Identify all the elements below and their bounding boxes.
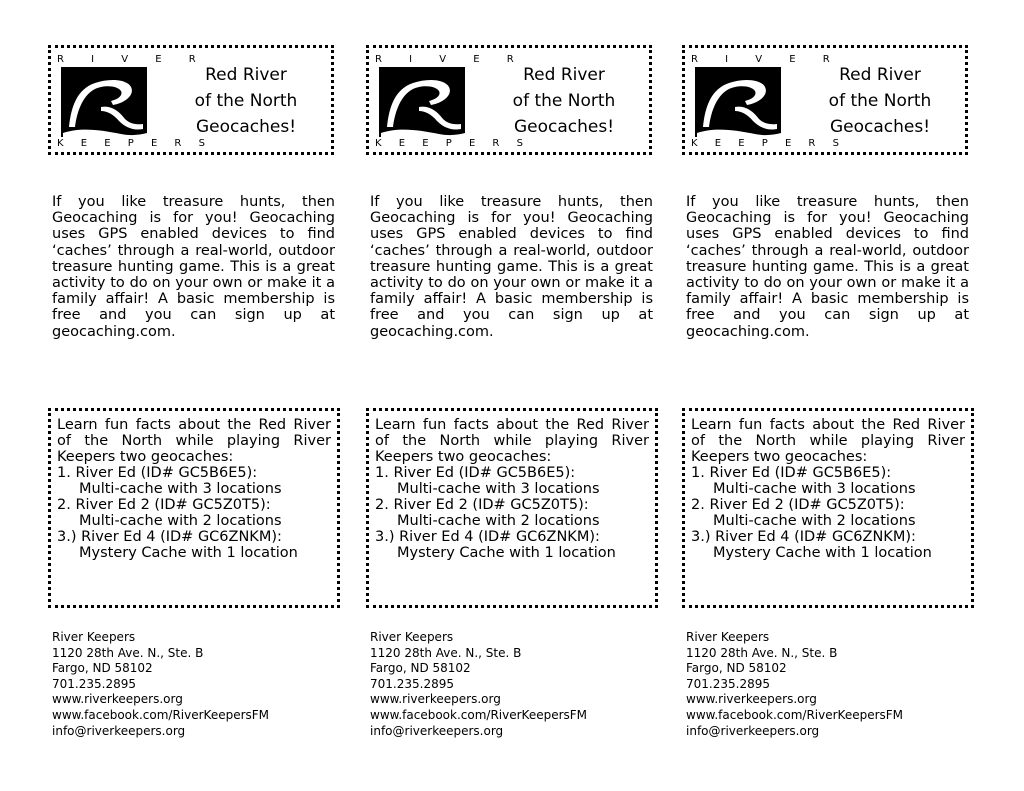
fact-description: Multi-cache with 3 locations xyxy=(713,481,916,497)
header-title-line: Red River xyxy=(523,65,605,85)
fact-description: Multi-cache with 3 locations xyxy=(397,481,600,497)
contact-website: www.riverkeepers.org xyxy=(370,692,501,707)
logo-top-text: R I V E R xyxy=(375,54,526,65)
river-r-logo-icon xyxy=(695,67,781,137)
card-3 xyxy=(682,0,982,791)
fact-description: Mystery Cache with 1 location xyxy=(713,545,932,561)
river-r-logo-icon xyxy=(379,67,465,137)
facts-box xyxy=(48,408,340,608)
fact-title: 3.) River Ed 4 (ID# GC6ZNKM): xyxy=(57,529,282,545)
fact-description: Multi-cache with 2 locations xyxy=(397,513,600,529)
intro-paragraph: If you like treasure hunts, then Geocaching is for you! Geocaching uses GPS enabled devices to find ‘caches’ through a real-world, outdoor treasure hunting game. This is a great activity to do on your own or make it a family affair! A basic membership is free and you can sign up at geocaching.com. xyxy=(52,194,335,340)
contact-email: info@riverkeepers.org xyxy=(370,723,504,738)
contact-email: info@riverkeepers.org xyxy=(686,723,820,738)
header-title-line: of the North xyxy=(194,91,298,111)
fact-description: Multi-cache with 2 locations xyxy=(79,513,282,529)
contact-website: www.riverkeepers.org xyxy=(686,692,817,707)
river-keepers-logo xyxy=(57,54,212,150)
header-title-line: Geocaches! xyxy=(513,117,615,137)
logo-top-text: R I V E R xyxy=(691,54,842,65)
fact-description: Mystery Cache with 1 location xyxy=(79,545,298,561)
facts-box xyxy=(366,408,658,608)
contact-website: www.riverkeepers.org xyxy=(52,692,183,707)
contact-address-line: Fargo, ND 58102 xyxy=(52,661,153,676)
contact-address-line: 1120 28th Ave. N., Ste. B xyxy=(686,645,838,660)
river-keepers-logo xyxy=(691,54,846,150)
header-title-line: Red River xyxy=(839,65,921,85)
header-title-line: Geocaches! xyxy=(829,117,931,137)
contact-org: River Keepers xyxy=(370,630,454,644)
header-title xyxy=(161,62,331,140)
fact-title: 3.) River Ed 4 (ID# GC6ZNKM): xyxy=(375,529,600,545)
contact-address-line: 1120 28th Ave. N., Ste. B xyxy=(52,645,204,660)
contact-facebook: www.facebook.com/RiverKeepersFM xyxy=(52,707,270,722)
contact-org: River Keepers xyxy=(686,630,770,644)
contact-address-line: Fargo, ND 58102 xyxy=(370,661,471,676)
contact-email: info@riverkeepers.org xyxy=(52,723,186,738)
logo-bottom-text: K E E P E R S xyxy=(691,138,846,149)
facts-intro: Learn fun facts about the Red River of the North while playing River Keepers two geocaches: xyxy=(57,417,331,465)
contact-address-line: Fargo, ND 58102 xyxy=(686,661,787,676)
contact-phone: 701.235.2895 xyxy=(370,676,454,691)
header-title xyxy=(795,62,965,140)
contact-phone: 701.235.2895 xyxy=(686,676,770,691)
facts-intro: Learn fun facts about the Red River of the North while playing River Keepers two geocaches: xyxy=(375,417,649,465)
header-title-line: of the North xyxy=(512,91,616,111)
logo-top-text: R I V E R xyxy=(57,54,208,65)
contact-facebook: www.facebook.com/RiverKeepersFM xyxy=(370,707,588,722)
fact-title: 2. River Ed 2 (ID# GC5Z0T5): xyxy=(57,497,271,513)
card-2 xyxy=(366,0,666,791)
fact-description: Multi-cache with 3 locations xyxy=(79,481,282,497)
contact-info xyxy=(686,630,971,739)
fact-title: 3.) River Ed 4 (ID# GC6ZNKM): xyxy=(691,529,916,545)
fact-description: Multi-cache with 2 locations xyxy=(713,513,916,529)
card-1 xyxy=(48,0,348,791)
contact-facebook: www.facebook.com/RiverKeepersFM xyxy=(686,707,904,722)
contact-org: River Keepers xyxy=(52,630,136,644)
logo-bottom-text: K E E P E R S xyxy=(375,138,530,149)
fact-title: 2. River Ed 2 (ID# GC5Z0T5): xyxy=(375,497,589,513)
header-title-line: Red River xyxy=(205,65,287,85)
contact-address-line: 1120 28th Ave. N., Ste. B xyxy=(370,645,522,660)
contact-info xyxy=(370,630,655,739)
facts-intro: Learn fun facts about the Red River of the North while playing River Keepers two geocaches: xyxy=(691,417,965,465)
river-r-logo-icon xyxy=(61,67,147,137)
intro-paragraph: If you like treasure hunts, then Geocaching is for you! Geocaching uses GPS enabled devices to find ‘caches’ through a real-world, outdoor treasure hunting game. This is a great activity to do on your own or make it a family affair! A basic membership is free and you can sign up at geocaching.com. xyxy=(370,194,653,340)
facts-box xyxy=(682,408,974,608)
fact-title: 1. River Ed (ID# GC5B6E5): xyxy=(57,465,258,481)
fact-title: 1. River Ed (ID# GC5B6E5): xyxy=(375,465,576,481)
header-title xyxy=(479,62,649,140)
contact-info xyxy=(52,630,337,739)
contact-phone: 701.235.2895 xyxy=(52,676,136,691)
header-box xyxy=(48,45,334,155)
header-title-line: Geocaches! xyxy=(195,117,297,137)
fact-description: Mystery Cache with 1 location xyxy=(397,545,616,561)
header-title-line: of the North xyxy=(828,91,932,111)
header-box xyxy=(366,45,652,155)
intro-paragraph: If you like treasure hunts, then Geocaching is for you! Geocaching uses GPS enabled devices to find ‘caches’ through a real-world, outdoor treasure hunting game. This is a great activity to do on your own or make it a family affair! A basic membership is free and you can sign up at geocaching.com. xyxy=(686,194,969,340)
logo-bottom-text: K E E P E R S xyxy=(57,138,212,149)
river-keepers-logo xyxy=(375,54,530,150)
header-box xyxy=(682,45,968,155)
fact-title: 1. River Ed (ID# GC5B6E5): xyxy=(691,465,892,481)
fact-title: 2. River Ed 2 (ID# GC5Z0T5): xyxy=(691,497,905,513)
